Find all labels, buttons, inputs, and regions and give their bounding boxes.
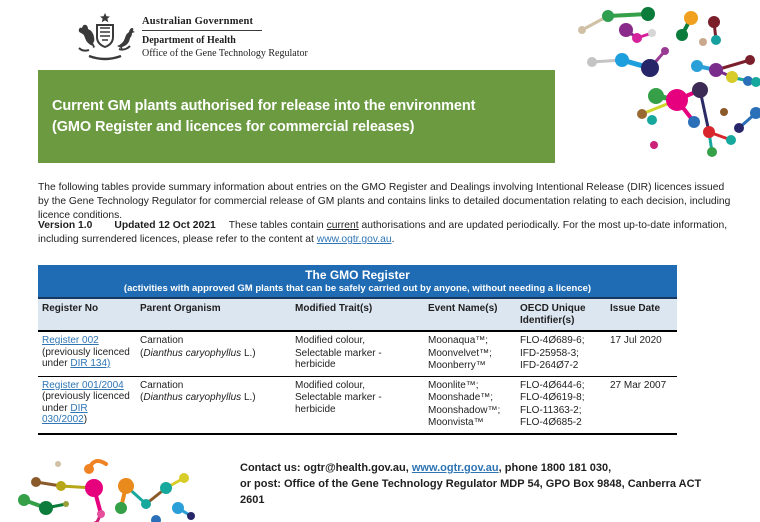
column-header-modified-traits: Modified Trait(s): [295, 303, 373, 314]
register-note-text: (previously licenced under: [42, 346, 130, 369]
parent-common-name: Carnation: [140, 379, 184, 391]
footer-ogtr-website-link[interactable]: www.ogtr.gov.au: [411, 462, 499, 474]
banner-title-line1: Current GM plants authorised for release into the environment: [52, 98, 476, 114]
modified-traits-cell: Modified colour, Selectable marker - herbicide: [295, 379, 382, 415]
parent-scientific-name: (Dianthus caryophyllus L.): [140, 347, 256, 359]
gmo-register-table: [38, 265, 677, 435]
dir-134-link[interactable]: DIR 134): [70, 358, 111, 369]
masthead-text: [142, 16, 362, 59]
register-no-cell: [38, 377, 140, 433]
table-title-bar: [38, 265, 677, 299]
parent-organism-cell: [140, 332, 295, 376]
parent-organism-cell: [140, 377, 295, 433]
banner-title-line2: (GMO Register and licences for commercial releases): [52, 119, 415, 135]
ogtr-website-link[interactable]: www.ogtr.gov.au: [316, 234, 392, 245]
government-title: Australian Government: [142, 16, 254, 27]
title-banner: [38, 70, 555, 163]
oecd-identifiers-cell: FLO-4Ø689-6; IFD-25958-3; IFD-264Ø7-2: [520, 335, 585, 371]
column-header-oecd-identifiers: OECD Unique Identifier(s): [520, 303, 586, 326]
masthead-divider: [142, 30, 262, 31]
issue-date-cell: 27 Mar 2007: [610, 379, 667, 391]
office-title: Office of the Gene Technology Regulator: [142, 48, 308, 59]
column-header-register-no: Register No: [42, 303, 99, 314]
molecule-decoration-top-right: [564, 0, 760, 172]
register-001-2004-link[interactable]: Register 001/2004: [42, 379, 124, 391]
table-subtitle: (activities with approved GM plants that can be safely carried out by anyone, without needing a licence): [123, 283, 592, 294]
australian-coat-of-arms-icon: [75, 12, 135, 62]
parent-common-name: Carnation: [140, 335, 184, 346]
table-row-register-002: [38, 332, 677, 377]
intro-paragraph: The following tables provide summary information about entries on the GMO Register and Dealings involving Intentional Release (DIR) licences issued by the Gene Technology Regulator for commercial release of GM plants and contains links to detailed documentation relating to each decision, including licence conditions.: [38, 182, 731, 221]
version-label: Version 1.0: [38, 220, 93, 231]
issue-date-cell: 17 Jul 2020: [610, 335, 662, 346]
molecule-decoration-bottom-left: [6, 454, 196, 522]
register-note-text: (previously licenced under: [42, 391, 130, 414]
department-title: Department of Health: [142, 35, 236, 46]
column-header-parent-organism: Parent Organism: [140, 303, 221, 314]
footer-contact: [240, 460, 710, 508]
event-names-cell: Moonlite™; Moonshade™; Moonshadow™; Moonvista™: [428, 379, 501, 428]
version-sentence-middle: authorisations and are updated periodically. For the most up-to-date information, including surrendered licences, please refer to the content at: [38, 220, 728, 245]
register-no-cell: [38, 332, 140, 376]
parent-scientific-name: (Dianthus caryophyllus L.): [140, 392, 256, 403]
table-row-register-001-2004: [38, 377, 677, 435]
version-paragraph: [38, 219, 737, 247]
modified-traits-cell: Modified colour, Selectable marker - herbicide: [295, 335, 382, 370]
event-names-cell: Moonaqua™; Moonvelvet™; Moonberry™: [428, 335, 492, 371]
version-sentence-end: .: [391, 234, 395, 245]
table-column-header-row: [38, 299, 677, 332]
register-002-link[interactable]: Register 002: [42, 335, 99, 346]
column-header-issue-date: Issue Date: [610, 303, 661, 314]
register-note-close: ): [83, 414, 88, 425]
version-sentence-start: These tables contain: [228, 220, 327, 231]
updated-label: Updated 12 Oct 2021: [114, 220, 216, 231]
oecd-identifiers-cell: FLO-4Ø644-6; FLO-4Ø619-8; FLO-11363-2; FLO-4Ø685-2: [520, 379, 585, 428]
column-header-event-names: Event Name(s): [428, 303, 498, 314]
table-title: The GMO Register: [305, 268, 410, 282]
footer-contact-line: Contact us: ogtr@health.gov.au, www.ogtr.gov.au, phone 1800 181 030,: [240, 462, 612, 474]
dir-030-2002-link[interactable]: DIR 030/2002: [42, 402, 88, 425]
underlined-current-word: current: [326, 220, 359, 231]
footer-postal-line: or post: Office of the Gene Technology Regulator MDP 54, GPO Box 9848, Canberra ACT 2601: [240, 478, 702, 506]
